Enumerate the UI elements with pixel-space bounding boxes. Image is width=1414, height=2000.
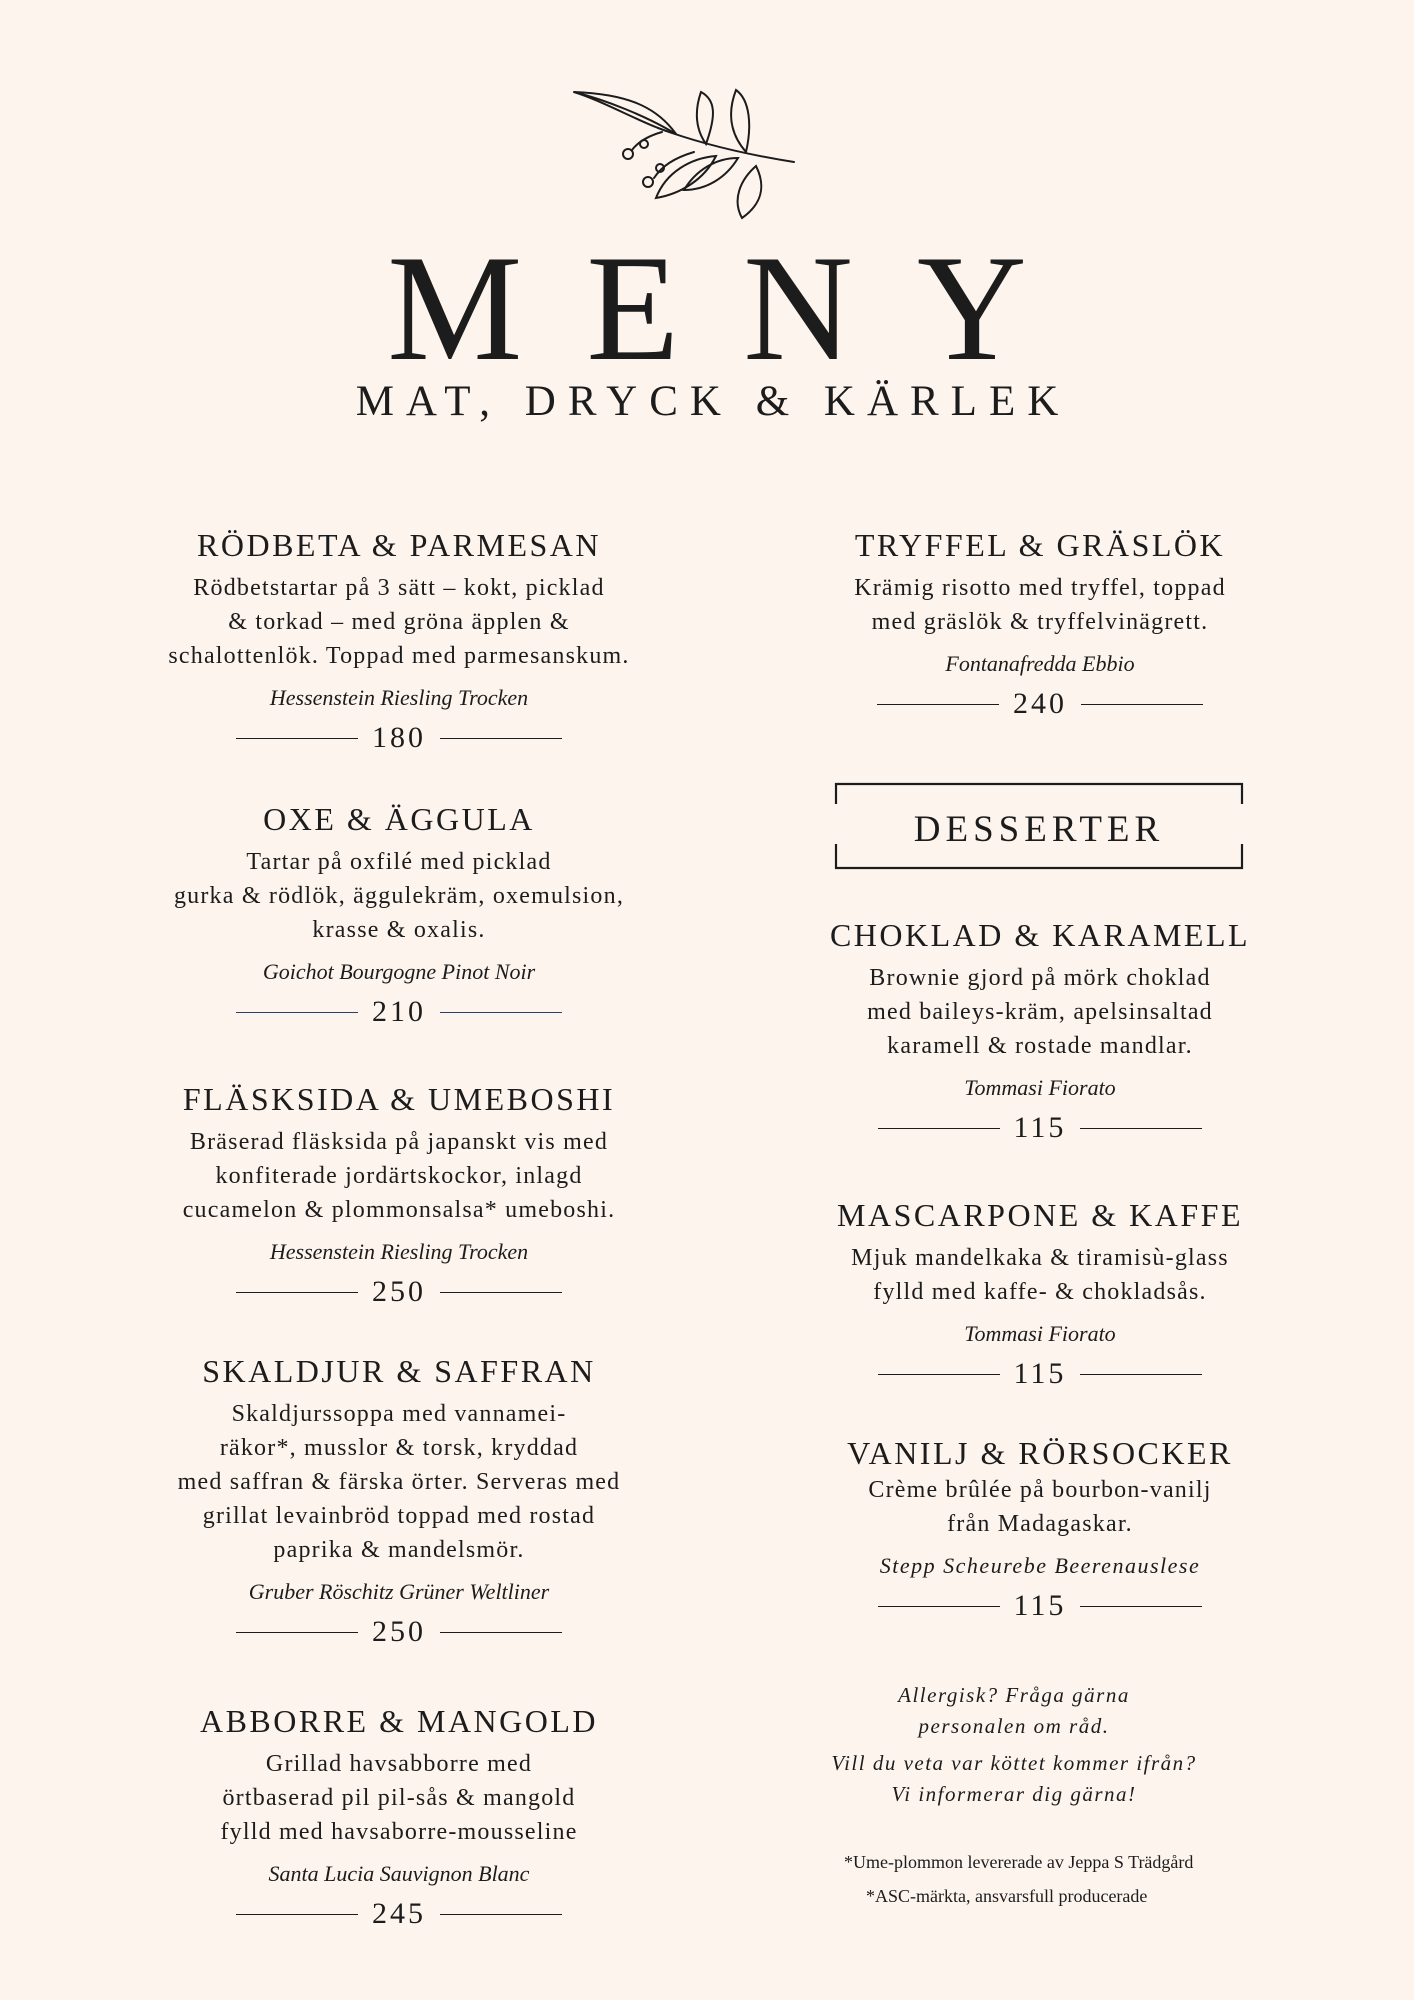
price-divider — [440, 1914, 562, 1915]
dish-description — [116, 845, 682, 947]
price-divider — [878, 1128, 1000, 1129]
dessert-mascarpone-kaffe — [760, 1198, 1320, 1389]
dish-oxe-aggula — [116, 802, 682, 1027]
dish-description-line: Crème brûlée på bourbon-vanilj — [868, 1477, 1212, 1504]
allergy-note — [790, 1680, 1238, 1816]
wine-pairing: Fontanafredda Ebbio — [945, 651, 1135, 677]
dish-description-line: Rödbetstartar på 3 sätt – kokt, picklad — [193, 575, 605, 602]
price-divider — [1081, 704, 1203, 705]
price: 245 — [372, 1897, 426, 1931]
dish-tryffel-graslok — [760, 528, 1320, 719]
price-divider — [440, 1632, 562, 1633]
desserts-heading-frame — [834, 782, 1244, 870]
menu-subtitle: MAT, DRYCK & KÄRLEK — [355, 378, 1071, 425]
price: 250 — [372, 1615, 426, 1649]
dish-name: FLÄSKSIDA & UMEBOSHI — [182, 1081, 616, 1117]
price-row — [116, 997, 682, 1027]
dish-description-line: gurka & rödlök, äggulekräm, oxemulsion, — [173, 883, 625, 910]
wine-pairing: Tommasi Fiorato — [964, 1075, 1116, 1101]
price: 240 — [1013, 687, 1067, 721]
dish-description-line: fylld med kaffe- & chokladsås. — [873, 1279, 1207, 1306]
dish-description — [760, 961, 1320, 1063]
price-divider — [878, 1374, 1000, 1375]
price-row — [116, 723, 682, 753]
dish-description — [760, 571, 1320, 639]
dish-description-line: cucamelon & plommonsalsa* umeboshi. — [182, 1197, 616, 1224]
price: 115 — [1013, 1357, 1067, 1391]
origin-line: Vill du veta var köttet kommer ifrån? — [831, 1751, 1197, 1775]
wine-pairing: Hessenstein Riesling Trocken — [269, 1239, 529, 1265]
dish-description-line: krasse & oxalis. — [312, 917, 486, 944]
dish-description — [760, 1241, 1320, 1309]
price-divider — [236, 1292, 358, 1293]
price: 210 — [372, 995, 426, 1029]
allergy-line: Allergisk? Fråga gärna — [898, 1683, 1130, 1707]
dish-description-line: konfiterade jordärtskockor, inlagd — [215, 1163, 583, 1190]
dish-name: ABBORRE & MANGOLD — [199, 1703, 599, 1739]
price: 250 — [372, 1275, 426, 1309]
dish-description-line: Krämig risotto med tryffel, toppad — [854, 575, 1226, 602]
allergy-line: personalen om råd. — [918, 1714, 1110, 1738]
price-row — [116, 1617, 682, 1647]
price-row — [116, 1277, 682, 1307]
dish-description-line: med gräslök & tryffelvinägrett. — [871, 609, 1209, 636]
dish-abborre-mangold — [116, 1704, 682, 1929]
menu-title: MENY — [387, 224, 1091, 392]
wine-pairing: Stepp Scheurebe Beerenauslese — [879, 1553, 1201, 1579]
dish-name: RÖDBETA & PARMESAN — [197, 527, 601, 563]
price-row — [760, 1359, 1320, 1389]
dish-name: OXE & ÄGGULA — [263, 801, 535, 837]
allergy-text — [790, 1680, 1238, 1742]
desserts-heading: DESSERTER — [913, 809, 1165, 850]
wine-pairing: Gruber Röschitz Grüner Weltliner — [248, 1579, 550, 1605]
dish-description-line: räkor*, musslor & torsk, kryddad — [219, 1435, 579, 1462]
dish-description-line: med saffran & färska örter. Serveras med — [177, 1469, 621, 1496]
price-divider — [236, 1012, 358, 1013]
dessert-vanilj-rorsocker — [760, 1436, 1320, 1621]
dish-description-line: Bräserad fläsksida på japanskt vis med — [189, 1129, 609, 1156]
price-divider — [440, 738, 562, 739]
dish-name: VANILJ & RÖRSOCKER — [847, 1435, 1233, 1471]
dish-description-line: från Madagaskar. — [947, 1511, 1133, 1538]
price-divider — [1080, 1374, 1202, 1375]
dish-description-line: schalottenlök. Toppad med parmesanskum. — [168, 643, 630, 670]
dish-description-line: paprika & mandelsmör. — [273, 1537, 525, 1564]
wine-pairing: Tommasi Fiorato — [964, 1321, 1116, 1347]
price-divider — [236, 1632, 358, 1633]
origin-line: Vi informerar dig gärna! — [891, 1782, 1137, 1806]
dish-name: CHOKLAD & KARAMELL — [829, 917, 1251, 953]
price-row — [116, 1899, 682, 1929]
wine-pairing: Santa Lucia Sauvignon Blanc — [268, 1861, 530, 1887]
footnote-asc: *ASC-märkta, ansvarsfull producerade — [866, 1886, 1148, 1906]
dish-description-line: Brownie gjord på mörk choklad — [869, 965, 1211, 992]
dish-name: SKALDJUR & SAFFRAN — [202, 1353, 596, 1389]
dish-flasksida-umeboshi — [116, 1082, 682, 1307]
origin-text — [790, 1748, 1238, 1810]
dish-description-line: Skaldjurssoppa med vannamei- — [231, 1401, 567, 1428]
price-divider — [440, 1292, 562, 1293]
price-divider — [1080, 1606, 1202, 1607]
dish-description — [116, 1125, 682, 1227]
price-divider — [440, 1012, 562, 1013]
price: 115 — [1013, 1589, 1067, 1623]
dish-description-line: Grillad havsabborre med — [265, 1751, 533, 1778]
dish-rodbeta-parmesan — [116, 528, 682, 753]
wine-pairing: Goichot Bourgogne Pinot Noir — [262, 959, 536, 985]
dish-description-line: örtbaserad pil pil-sås & mangold — [222, 1785, 576, 1812]
dish-skaldjur-saffran — [116, 1354, 682, 1647]
price-row — [760, 1591, 1320, 1621]
dish-name: TRYFFEL & GRÄSLÖK — [854, 527, 1226, 563]
dish-description-line: med baileys-kräm, apelsinsaltad — [867, 999, 1213, 1026]
price-divider — [877, 704, 999, 705]
dish-description-line: fylld med havsaborre-mousseline — [220, 1819, 578, 1846]
dish-description — [116, 1397, 682, 1567]
dish-description — [116, 571, 682, 673]
price-divider — [1080, 1128, 1202, 1129]
dish-name: MASCARPONE & KAFFE — [837, 1197, 1243, 1233]
dish-description — [760, 1473, 1320, 1541]
dessert-choklad-karamell — [760, 918, 1320, 1143]
price-divider — [236, 738, 358, 739]
wine-pairing: Hessenstein Riesling Trocken — [269, 685, 529, 711]
dish-description-line: Tartar på oxfilé med picklad — [246, 849, 552, 876]
dish-description-line: Mjuk mandelkaka & tiramisù-glass — [851, 1245, 1229, 1272]
price: 180 — [372, 721, 426, 755]
dish-description-line: & torkad – med gröna äpplen & — [228, 609, 570, 636]
dish-description-line: karamell & rostade mandlar. — [887, 1033, 1193, 1060]
price-divider — [878, 1606, 1000, 1607]
dish-description-line: grillat levainbröd toppad med rostad — [202, 1503, 596, 1530]
footnote-plum: *Ume-plommon levererade av Jeppa S Trädgård — [844, 1852, 1194, 1872]
price-row — [760, 689, 1320, 719]
leaf-sprig-icon — [566, 86, 806, 226]
price-divider — [236, 1914, 358, 1915]
price-row — [760, 1113, 1320, 1143]
price: 115 — [1013, 1111, 1067, 1145]
dish-description — [116, 1747, 682, 1849]
